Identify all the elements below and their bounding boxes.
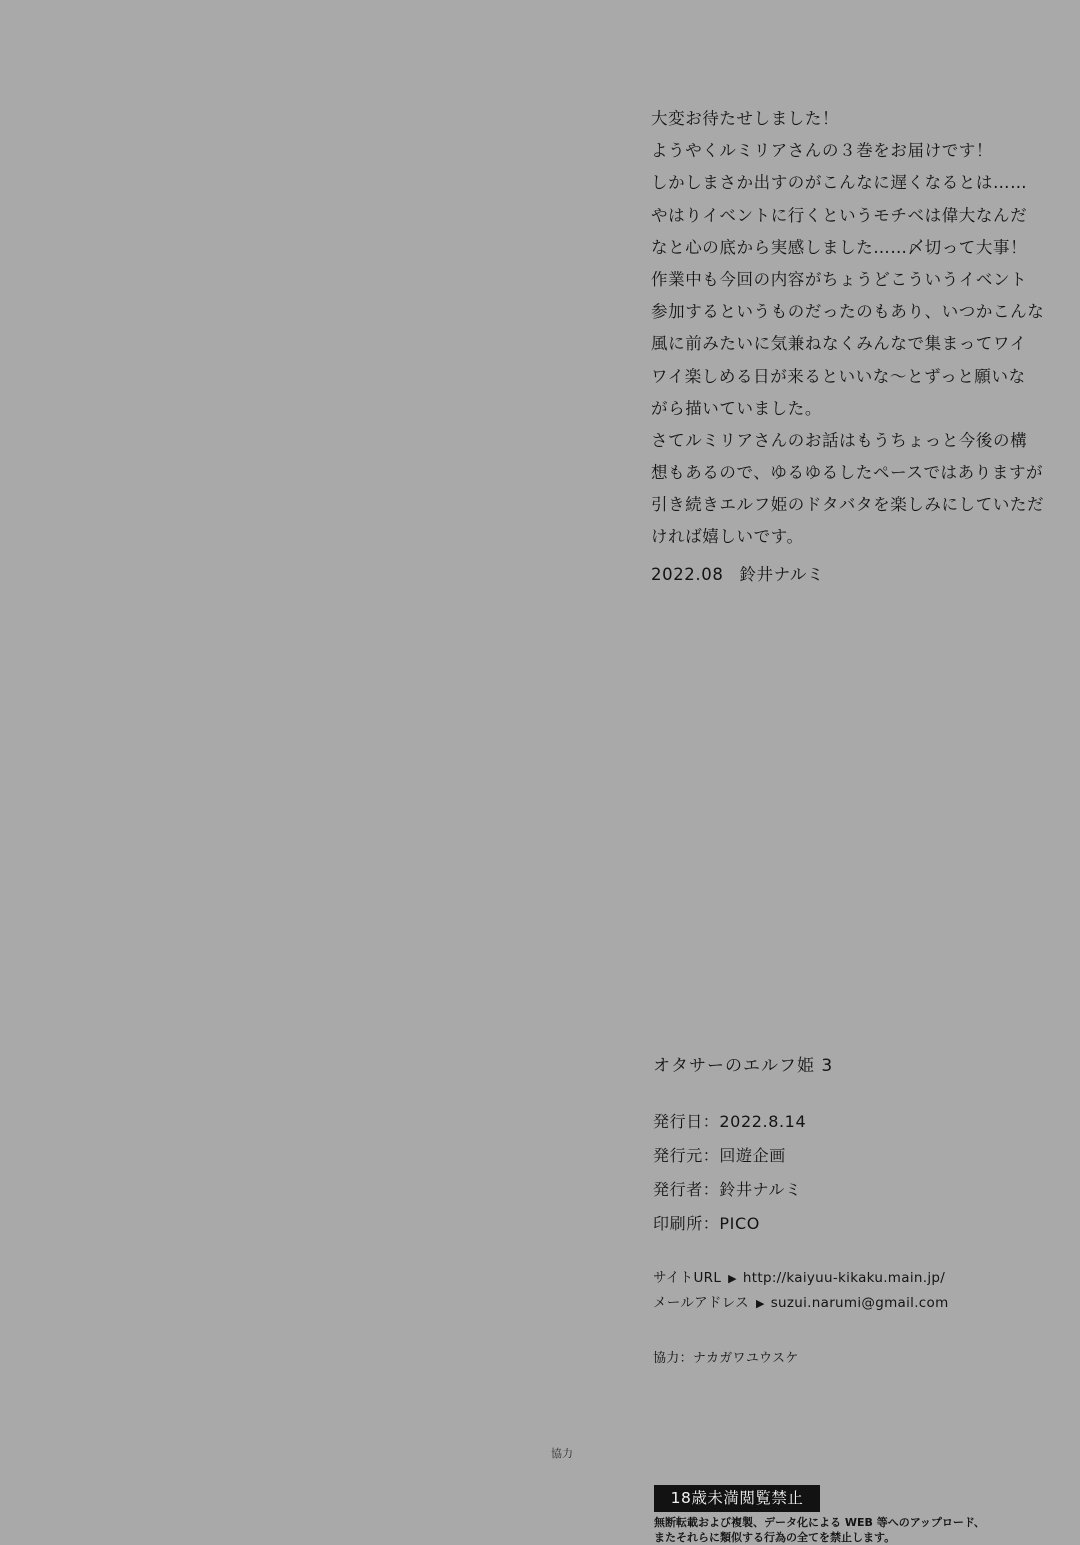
afterword-line: 大変お待たせしました！ [651,109,840,128]
credit: 協力：ナカガワユウスケ [653,1351,799,1366]
printer: 印刷所：PICO [653,1214,760,1233]
colophon [653,1105,806,1241]
afterword-line: がら描いていました。 [651,398,822,418]
mail-label: メールアドレス [653,1295,749,1311]
afterword-line: 風に前みたいに気兼ねなくみんなで集まってワイ [651,334,1027,354]
issuer: 発行者：鈴井ナルミ [653,1180,802,1199]
afterword-line: ようやくルミリアさんの３巻をお届けです！ [651,141,993,161]
afterword-line: ければ嬉しいです。 [651,527,804,547]
afterword-line: しかしまさか出すのがこんなに遅くなるとは…… [651,173,1028,193]
afterword-line: 想もあるので、ゆるゆるしたペースではありますが [651,463,1044,483]
site-url-row [653,1266,949,1291]
age-restriction-badge: 18歳未満閲覧禁止 [654,1485,820,1512]
afterword-line: さてルミリアさんのお話はもうちょっと今後の構 [651,430,1028,450]
site-url-label: サイトURL [653,1270,722,1286]
stray-text: 協力 [551,1447,573,1460]
afterword-line: ワイ楽しめる日が来るといいな～とずっと願いな [651,366,1026,386]
afterword-text [651,103,1071,554]
signature-date: 2022.08 [651,565,724,584]
afterword-line: 参加するというものだったのもあり、いつかこんな [651,302,1045,322]
afterword-line: 引き続きエルフ姫のドタバタを楽しみにしていただ [651,495,1045,515]
notice-line: またそれらに類似する行為の全てを禁止します。 [654,1531,896,1544]
notice-line: 無断転載および複製、データ化による WEB 等へのアップロード、 [654,1516,985,1529]
publisher: 発行元：回遊企画 [653,1146,786,1165]
contact-info [653,1266,949,1316]
mail-link[interactable]: suzui.narumi@gmail.com [770,1295,949,1311]
book-title: オタサーのエルフ姫 3 [653,1056,834,1076]
issue-date: 発行日：2022.8.14 [653,1112,807,1131]
afterword-line: やはりイベントに行くというモチベは偉大なんだ [651,205,1028,225]
arrow-right-icon: ▶ [755,1297,765,1310]
afterword-signature [651,561,824,585]
site-url-link[interactable]: http://kaiyuu-kikaku.main.jp/ [742,1270,946,1286]
arrow-right-icon: ▶ [728,1272,737,1285]
mail-row [653,1291,949,1316]
afterword-line: 作業中も今回の内容がちょうどこういうイベント [651,269,1028,289]
copyright-notice [654,1515,985,1545]
signature-name: 鈴井ナルミ [739,565,825,584]
afterword-line: なと心の底から実感しました……〆切って大事！ [651,237,1028,257]
